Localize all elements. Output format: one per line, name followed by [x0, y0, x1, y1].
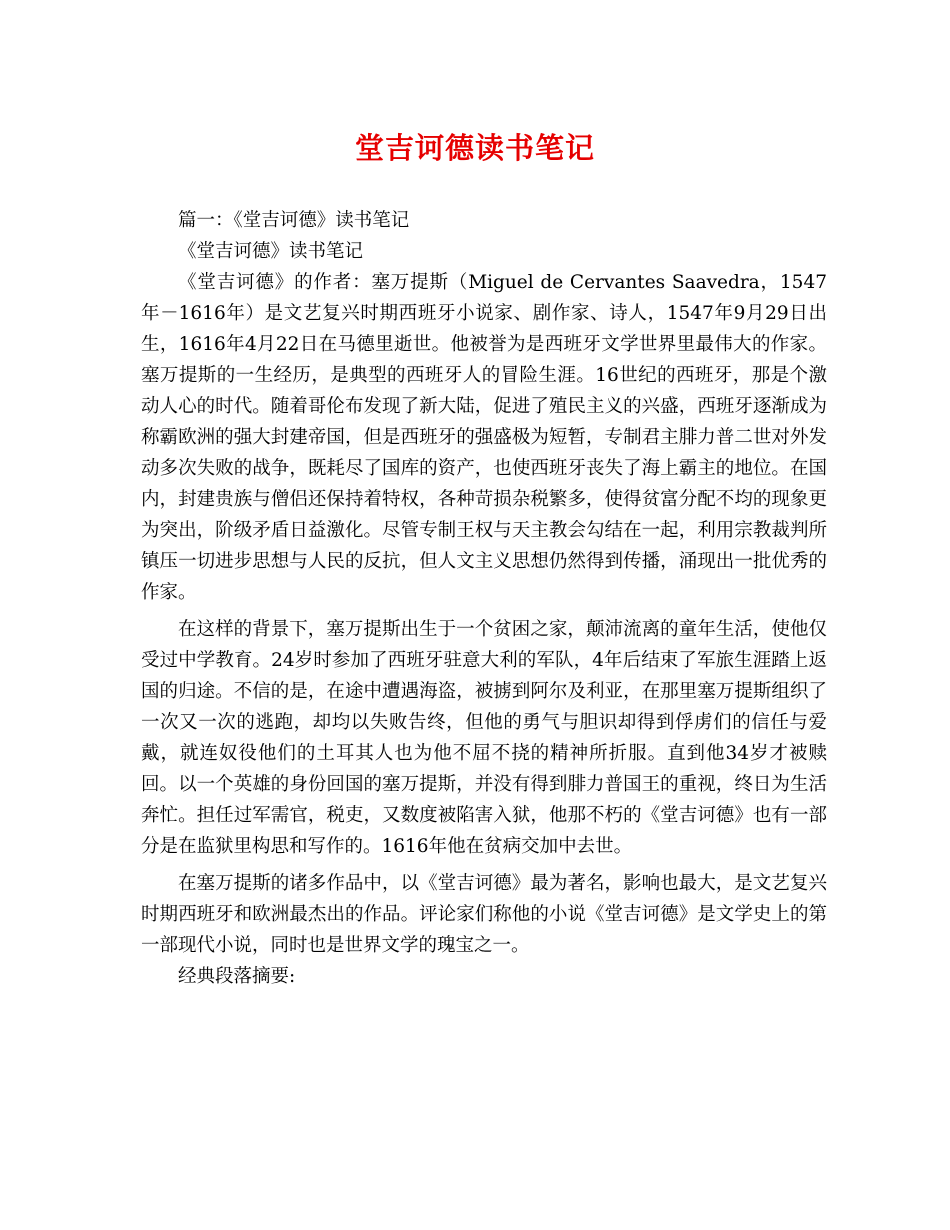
document-title: 堂吉诃德读书笔记 — [354, 131, 595, 165]
paragraph-author-intro: 《堂吉诃德》的作者：塞万提斯（Miguel de Cervantes Saavedra，1547年－1616年）是文艺复兴时期西班牙小说家、剧作家、诗人，1547年9月29日出生，1616年4月22日在马德里逝世。他被誉为是西班牙文学世界里最伟大的作家。 塞万提斯的一生经历，是典型的西班牙人的冒险生涯。16世纪的西班牙，那是个激动人心的时代。随着哥伦布发现了新大陆，促进了殖民主义的兴盛，西班牙逐渐成为称霸欧洲的强大封建帝国，但是西班牙的强盛极为短暂，专制君主腓力普二世对外发动多次失败的战争，既耗尽了国库的资产，也使西班牙丧失了海上霸主的地位。在国内，封建贵族与僧侣还保持着特权，各种苛损杂税繁多，使得贫富分配不均的现象更为突出，阶级矛盾日益激化。尽管专制王权与天主教会勾结在一起，利用宗教裁判所镇压一切进步思想与人民的反抗，但人文主义思想仍然得到传播，涌现出一批优秀的作家。 — [141, 272, 827, 603]
paragraph-background: 在这样的背景下，塞万提斯出生于一个贫困之家，颠沛流离的童年生活，使他仅受过中学教育。24岁时参加了西班牙驻意大利的军队，4年后结束了军旅生涯踏上返国的归途。不信的是，在途中遭遇海盗，被掳到阿尔及利亚，在那里塞万提斯组织了一次又一次的逃跑，却均以失败告终，但他的勇气与胆识却得到俘虏们的信任与爱戴，就连奴役他们的土耳其人也为他不屈不挠的精神所折服。直到他34岁才被赎回。以一个英雄的身份回国的塞万提斯，并没有得到腓力普国王的重视，终日为生活奔忙。担任过军需官，税吏，又数度被陷害入狱，他那不朽的《堂吉诃德》也有一部分是在监狱里构思和写作的。1616年他在贫病交加中去世。 — [141, 619, 827, 857]
excerpt-heading: 经典段落摘要: — [178, 966, 296, 987]
paragraph-works: 在塞万提斯的诸多作品中，以《堂吉诃德》最为著名，影响也最大，是文艺复兴时期西班牙和欧洲最杰出的作品。评论家们称他的小说《堂吉诃德》是文学史上的第一部现代小说，同时也是世界文学的瑰宝之一。 — [141, 873, 827, 956]
document-body — [141, 205, 827, 992]
section-heading: 篇一：《堂吉诃德》读书笔记 — [178, 210, 410, 231]
sub-heading: 《堂吉诃德》读书笔记 — [178, 241, 364, 262]
